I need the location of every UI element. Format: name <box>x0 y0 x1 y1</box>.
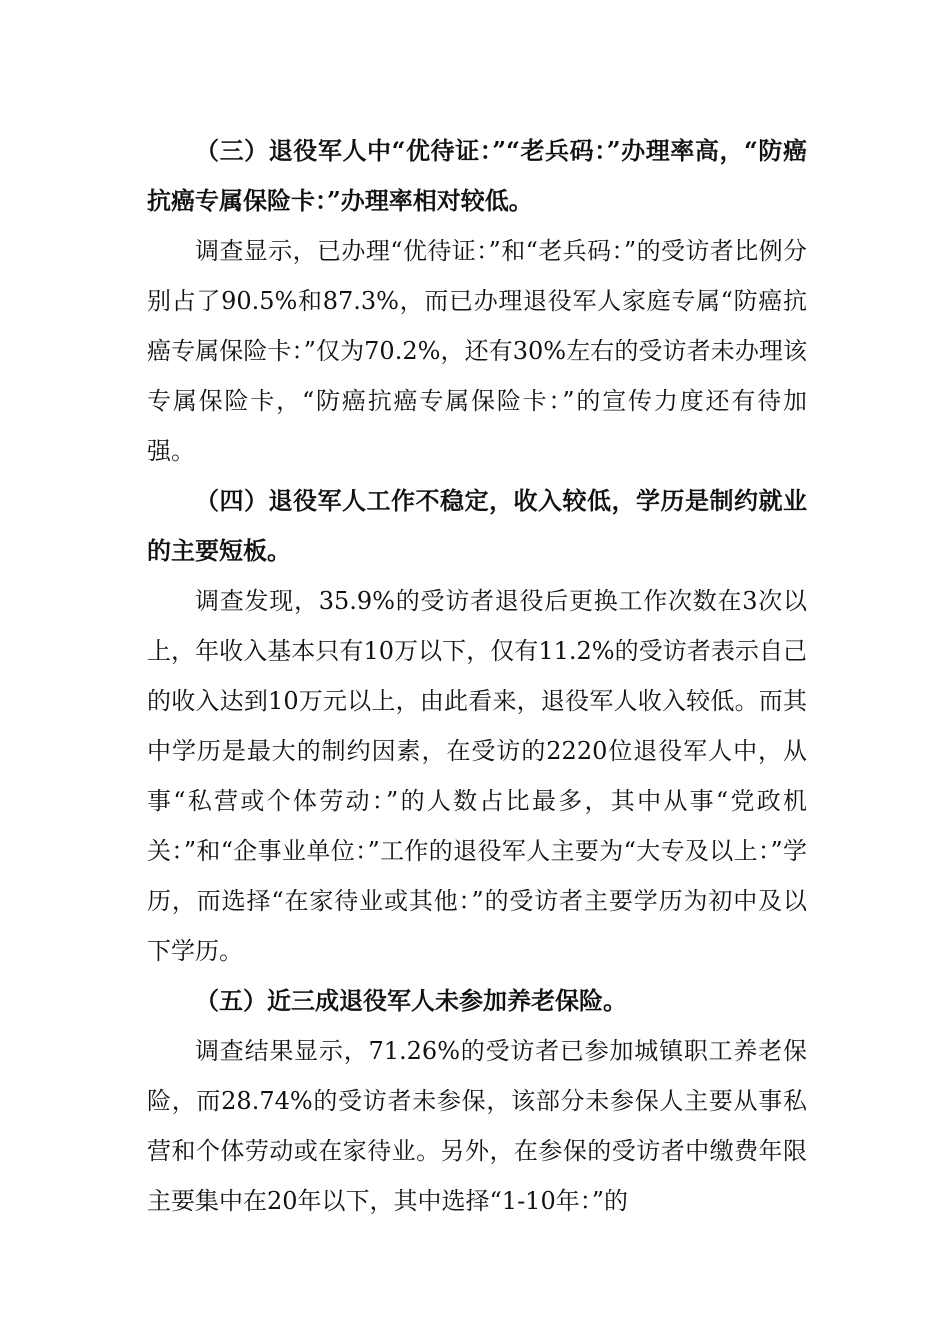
section-heading-3: （三）退役军人中“优待证：”“老兵码：”办理率高，“防癌抗癌专属保险卡：”办理率相对较低。 <box>147 136 807 215</box>
section-paragraph-3: 调查显示，已办理“优待证：”和“老兵码：”的受访者比例分别占了90.5%和87.3%，而已办理退役军人家庭专属“防癌抗癌专属保险卡：”仅为70.2%，还有30%左右的受访者未办理该专属保险卡，“防癌抗癌专属保险卡：”的宣传力度还有待加强。 <box>147 237 807 465</box>
section-paragraph-5: 调查结果显示，71.26%的受访者已参加城镇职工养老保险，而28.74%的受访者未参保，该部分未参保人主要从事私营和个体劳动或在家待业。另外，在参保的受访者中缴费年限主要集中在20年以下，其中选择“1-10年：”的 <box>147 1037 807 1215</box>
document-body <box>147 126 807 1226</box>
section-paragraph-4: 调查发现，35.9%的受访者退役后更换工作次数在3次以上，年收入基本只有10万以下，仅有11.2%的受访者表示自己的收入达到10万元以上，由此看来，退役军人收入较低。而其中学历是最大的制约因素，在受访的2220位退役军人中，从事“私营或个体劳动：”的人数占比最多，其中从事“党政机关：”和“企事业单位：”工作的退役军人主要为“大专及以上：”学历，而选择“在家待业或其他：”的受访者主要学历为初中及以下学历。 <box>147 587 807 965</box>
section-heading-4: （四）退役军人工作不稳定，收入较低，学历是制约就业的主要短板。 <box>147 486 807 565</box>
section-heading-5: （五）近三成退役军人未参加养老保险。 <box>195 986 627 1015</box>
